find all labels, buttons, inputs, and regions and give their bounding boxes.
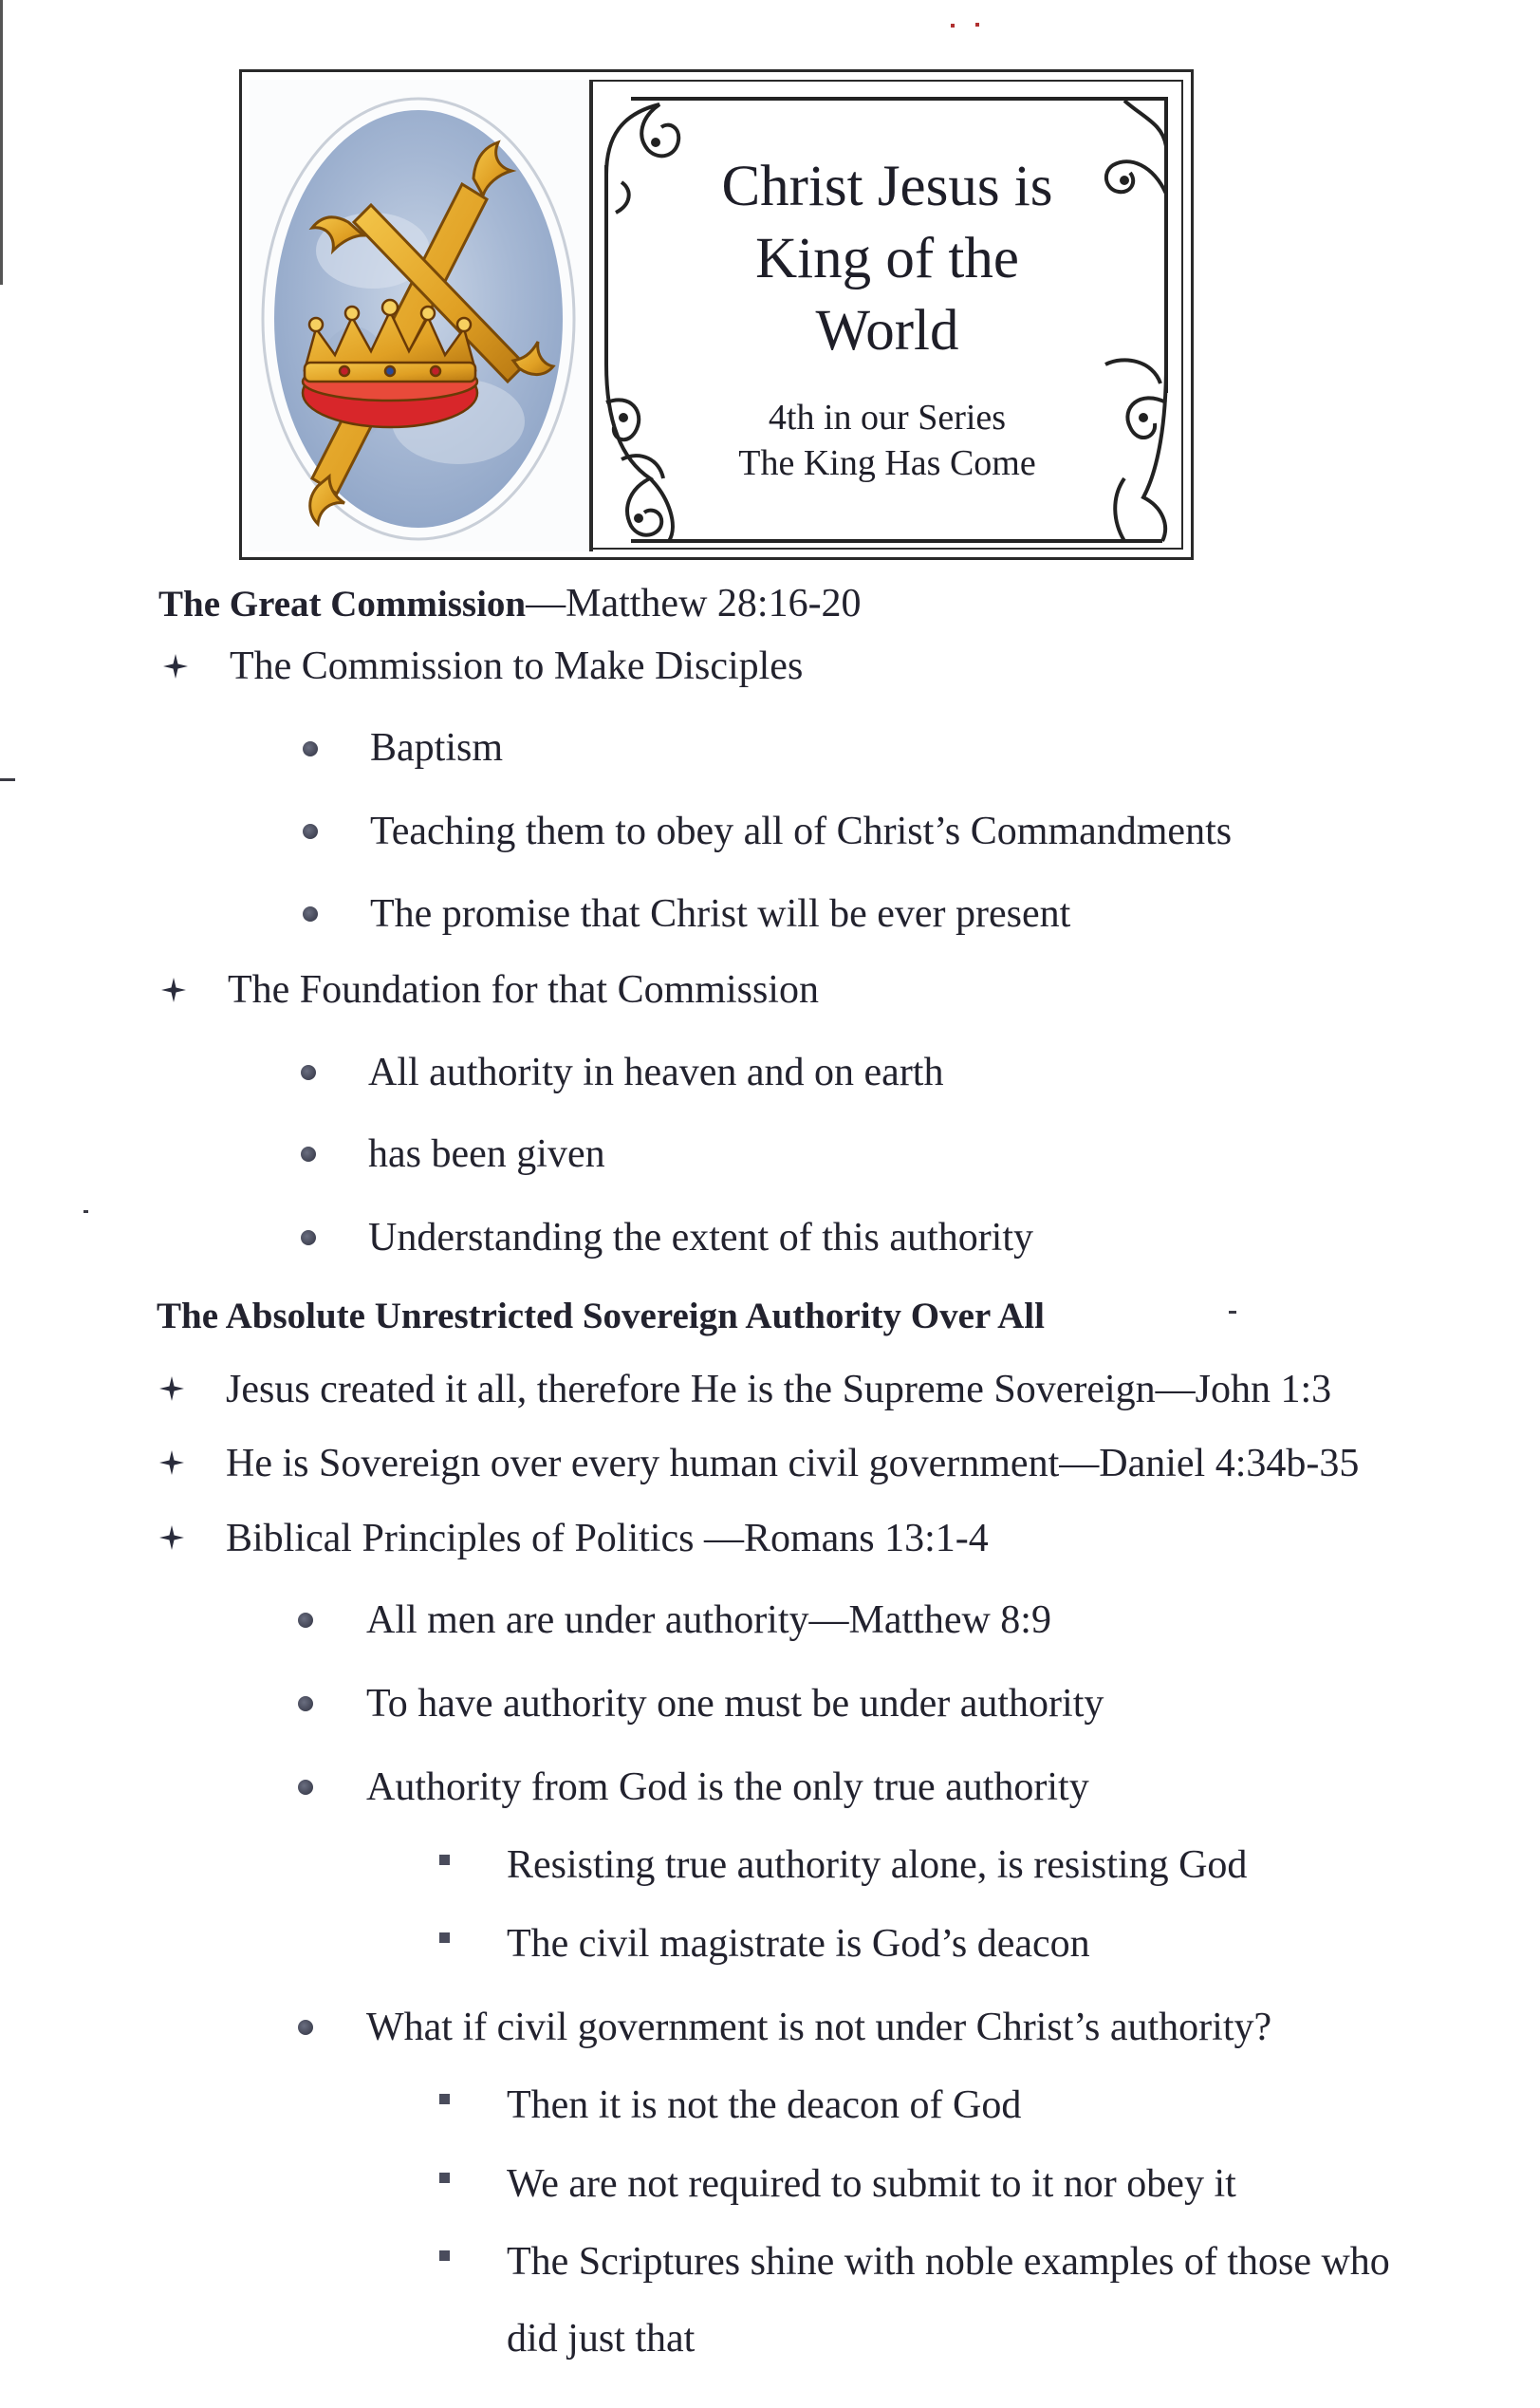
scan-mark [83, 1210, 88, 1213]
list-item: has been given [368, 1132, 605, 1176]
scan-mark [975, 23, 979, 27]
round-bullet-icon [298, 2020, 313, 2035]
list-item: We are not required to submit to it nor obey it [507, 2162, 1236, 2206]
scan-mark [1229, 1311, 1236, 1314]
list-item: Biblical Principles of Politics —Romans 13:1-4 [226, 1517, 989, 1560]
title-line-2: King of the [755, 227, 1019, 290]
round-bullet-icon [301, 1230, 316, 1245]
list-item: The civil magistrate is God’s deacon [507, 1922, 1090, 1966]
list-item: The Commission to Make Disciples [230, 644, 804, 688]
list-item: What if civil government is not under Christ’s authority? [366, 2006, 1272, 2049]
round-bullet-icon [298, 1696, 313, 1711]
scan-mark [951, 24, 955, 28]
series-subtitle [593, 395, 1181, 486]
scan-edge [0, 0, 3, 285]
title-line-1: Christ Jesus is [721, 155, 1053, 218]
subtitle-line-1: 4th in our Series [768, 398, 1007, 438]
round-bullet-icon [301, 1065, 316, 1080]
list-item: Authority from God is the only true authority [366, 1765, 1089, 1809]
square-bullet-icon [439, 2173, 450, 2183]
square-bullet-icon [439, 1855, 450, 1865]
list-item: All men are under authority—Matthew 8:9 [366, 1598, 1051, 1642]
list-item: He is Sovereign over every human civil government—Daniel 4:34b-35 [226, 1442, 1360, 1485]
list-item: Resisting true authority alone, is resisting God [507, 1843, 1248, 1887]
list-item: Then it is not the deacon of God [507, 2083, 1022, 2127]
crown-and-cross-icon [250, 80, 593, 551]
section-heading-sovereign-authority [157, 1293, 1045, 1340]
title-panel [593, 80, 1181, 551]
four-point-star-icon [159, 1525, 184, 1550]
square-bullet-icon [439, 2250, 450, 2261]
four-point-star-icon [161, 978, 186, 1002]
four-point-star-icon [159, 1450, 184, 1475]
section-heading-great-commission [158, 580, 862, 628]
round-bullet-icon [303, 906, 318, 922]
list-item-continuation: did just that [507, 2317, 696, 2361]
list-item: To have authority one must be under authority [366, 1682, 1104, 1726]
four-point-star-icon [159, 1376, 184, 1401]
four-point-star-icon [163, 654, 188, 679]
list-item: All authority in heaven and on earth [368, 1051, 944, 1094]
list-item: Understanding the extent of this authority [368, 1216, 1034, 1260]
round-bullet-icon [298, 1780, 313, 1795]
heading-reference: —Matthew 28:16-20 [526, 582, 862, 625]
list-item: Baptism [370, 726, 504, 770]
heading-bold-text: The Great Commission [158, 584, 527, 625]
round-bullet-icon [303, 741, 318, 756]
list-item: The Scriptures shine with noble examples of those who [507, 2240, 1390, 2284]
list-item: The promise that Christ will be ever present [370, 892, 1071, 936]
list-item: The Foundation for that Commission [228, 968, 819, 1012]
subtitle-line-2: The King Has Come [738, 443, 1036, 483]
scan-mark [0, 778, 15, 781]
square-bullet-icon [439, 1932, 450, 1943]
round-bullet-icon [303, 824, 318, 839]
round-bullet-icon [301, 1147, 316, 1162]
round-bullet-icon [298, 1613, 313, 1628]
list-item: Jesus created it all, therefore He is the Supreme Sovereign—John 1:3 [226, 1368, 1332, 1411]
square-bullet-icon [439, 2094, 450, 2104]
heading-bold-text: The Absolute Unrestricted Sovereign Authority Over All [157, 1296, 1045, 1336]
header-box [239, 69, 1194, 560]
emblem-panel [250, 80, 593, 551]
title-line-3: World [815, 299, 959, 363]
list-item: Teaching them to obey all of Christ’s Commandments [370, 810, 1233, 853]
page-title [593, 151, 1181, 367]
